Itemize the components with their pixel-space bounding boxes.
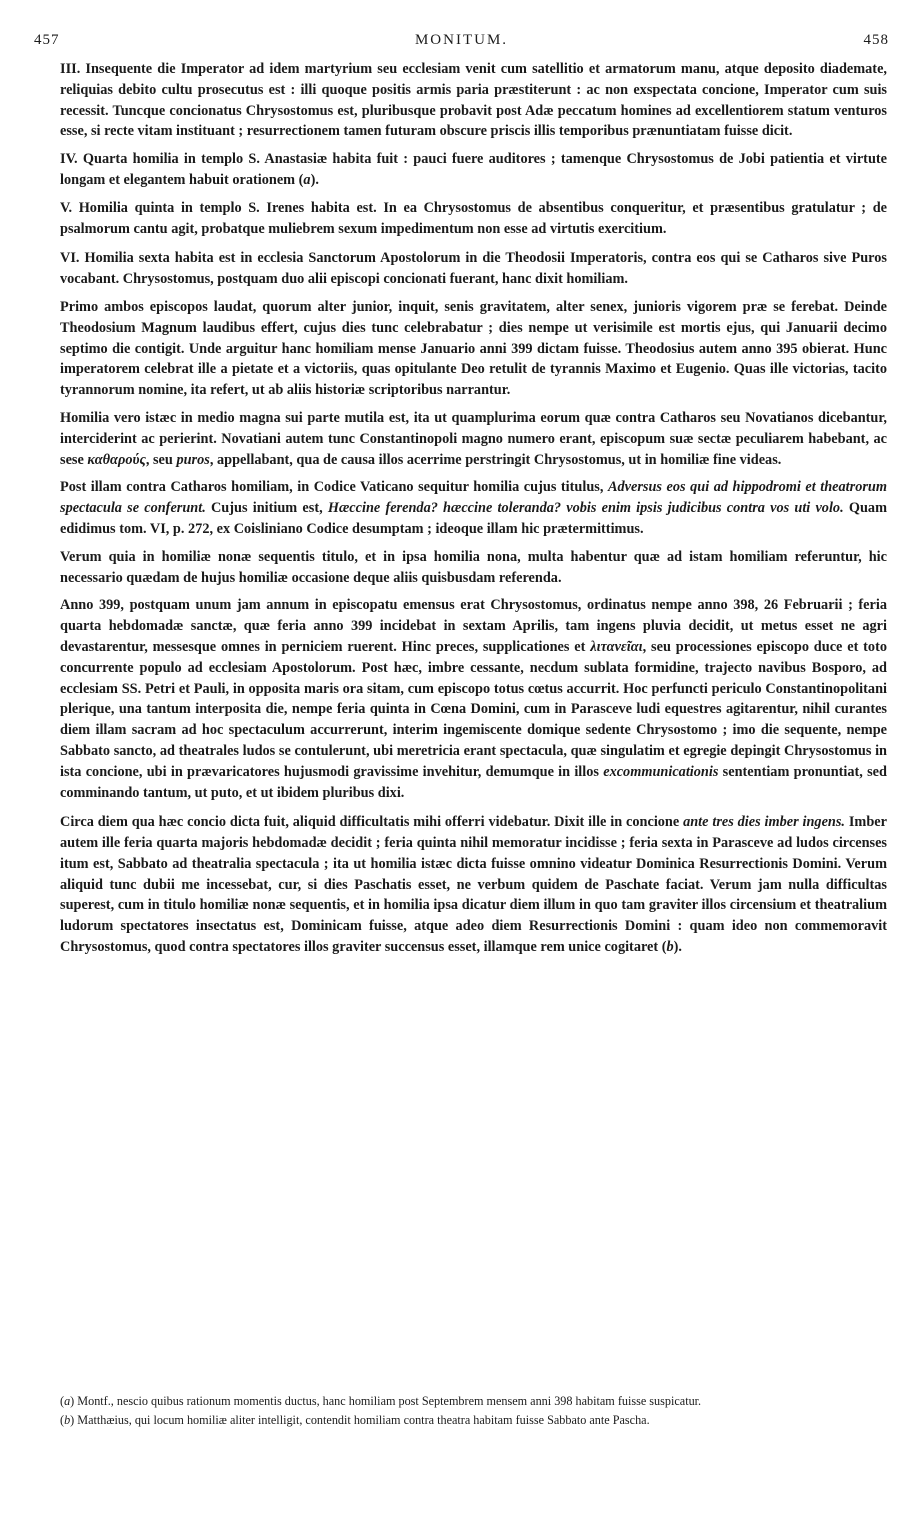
page-number-left: 457: [34, 32, 60, 48]
paragraph-segment: III. Insequente die Imperator ad idem martyrium seu ecclesiam venit cum satellitio et armatorum manu, atque deposito diademate, reliquias debito cultu prosecutus est : illi quoque positis armis paria præstiterunt : ac non exspectata concione, Imperator cum suis recessit. Tuncque concionatus Chrysostomus est, pluribusque probavit post Adæ peccatum homines ad excellentiorem statum venturos esse, si recte vitam instituant ; resurrectionem tamen futuram obscure priscis illis temporibus prænuntiatam fuisse dicit.: [60, 61, 887, 140]
paragraph-segment: καθαρούς: [87, 451, 146, 468]
paragraph-segment: sententiam pronuntiat, sed comminando tantum, ut puto, et ut ibidem pluribus dixi.: [60, 763, 887, 801]
paragraph: [60, 297, 887, 401]
paragraph-segment: puros: [176, 451, 210, 468]
paragraph: [60, 248, 887, 290]
paragraph: [60, 59, 887, 142]
paragraph-segment: , seu: [145, 451, 177, 468]
paragraph: [60, 149, 887, 191]
paragraph-segment: V. Homilia quinta in templo S. Irenes habita est. In ea Chrysostomus de absentibus conqueritur, et præsentibus gratulatur ; de psalmorum cantu agit, probatque muliebrem sexum impedimentum non esse ad virtutis exercitium.: [60, 199, 887, 237]
paragraph-segment: Quam edidimus tom. VI, p. 272, ex Coisliniano Codice desumptam ; ideoque illam hic prætermittimus.: [60, 500, 887, 537]
paragraph-segment: a: [303, 171, 311, 188]
paragraph-segment: Adversus eos qui ad hippodromi et theatrorum spectacula se conferunt.: [60, 479, 887, 517]
paragraph: [60, 477, 887, 539]
footnote: [60, 1393, 887, 1409]
paragraph-segment: Cujus initium est,: [205, 500, 328, 517]
paragraph: [60, 812, 887, 958]
paragraph: [60, 547, 887, 589]
paragraph-segment: ante tres dies imber ingens.: [683, 814, 846, 831]
running-header: [34, 32, 889, 52]
paragraph-segment: , seu processiones episcopo duce et toto concurrente populo ad ecclesiam Apostolorum. Post hæc, imbre cessante, necdum sublata formidine, trajecto navibus Bosporo, ad ecclesiam SS. Petri et Pauli, in opposita maris ora sitam, cum episcopo totus cœtus accurrit. Hoc perfuncti periculo Constantinopolitani plerique, una tantum interposita die, nempe feria quinta in Cœna Domini, cum in Parasceve ludi equestres agitarentur, nihil curantes diem illam sacram ad hoc spectaculum accurrerunt, interim ingemiscente domique sedente Chrysostomo ; imo die sequente, nempe Sabbato sancto, ad theatrales ludos se contulerunt, ubi meretricia erant spectacula, quæ singulatim et egregie depingit Chrysostomus in ista concione, ubi in prævaricatores hujusmodi gravissime invehitur, demumque in illos: [60, 638, 887, 780]
footnote-segment: (: [60, 1394, 65, 1408]
footnote-segment: b: [64, 1413, 71, 1427]
paragraph: [60, 198, 887, 240]
footnote: [60, 1412, 887, 1428]
footnote-segment: (: [60, 1413, 65, 1427]
paragraph-segment: excommunicationis: [603, 763, 719, 780]
footnote-segment: ) Montf., nescio quibus rationum momentis ductus, hanc homiliam post Septembrem mensem anni 398 habitam fuisse suspicatur.: [70, 1394, 702, 1408]
paragraph-segment: λιτανεῖαι: [590, 638, 643, 655]
paragraph-segment: Anno 399, postquam unum jam annum in episcopatu emensus erat Chrysostomus, ordinatus nempe anno 398, 26 Februarii ; feria quarta hebdomadæ sanctæ, quæ feria anno 399 incidebat in sextam Aprilis, tam ingens pluvia decidit, ut metus esset ne agri devastarentur, messesque omnes in perniciem ruerent. Hinc preces, supplicationes et: [60, 597, 887, 655]
footnote-segment: a: [64, 1394, 71, 1408]
paragraph-segment: Primo ambos episcopos laudat, quorum alter junior, inquit, senis gravitatem, alter senex, junioris vigorem præ se ferebat. Deinde Theodosium Magnum laudibus effert, cujus dies tunc celebrabatur ; dies nempe ut verisimile est mortis ejus, qui Januarii decimo septimo die contigit. Unde arguitur hanc homiliam mense Januario anni 399 dictam fuisse. Theodosius autem anno 395 obierat. Hunc imperatorem celebrat ille a pietate et a victoriis, quas opitulante Deo retulit de tyrannis Maximo et Eugenio. Quas ille victorias, tacito tyrannorum nomine, ita refert, ut ab aliis historiæ scriptoribus narrantur.: [60, 298, 887, 399]
paragraph-segment: ).: [673, 939, 683, 956]
paragraph-segment: ).: [310, 171, 319, 188]
running-title: MONITUM.: [414, 32, 509, 48]
paragraph-segment: b: [666, 939, 674, 956]
paragraph-segment: Homilia vero istæc in medio magna sui parte mutila est, ita ut quamplurima eorum quæ contra Catharos seu Novatianos dicebantur, interciderint ac perierint. Novatiani autem tunc Constantinopoli magno numero erant, episcopum suæ sectæ peculiarem habebant, ac sese: [60, 409, 887, 468]
paragraph-segment: Imber autem ille feria quarta majoris hebdomadæ decidit ; feria quinta nihil memoratur incidisse ; feria sexta in Parasceve ad ludos circenses itum est, Sabbato ad theatralia spectacula ; ita ut homilia istæc dicta fuisse omnino videatur Dominica Resurrectionis Domini. Verum aliquid tunc dubii me incessebat, cur, si dies Paschatis esset, ne verbum quidem de Paschate faciat. Verum jam nulla difficultas superest, cum in titulo homiliæ nonæ sequentis, et in homilia ipsa dicatur diem illum in quo tam graviter illos circensium et theatralium ludorum spectatores insectatus est, Dominicam fuisse, atque adeo diem Resurrectionis Domini : quam ideo non commemoravit Chrysostomus, quod contra spectatores illos graviter succensus esset, illamque rem unice cogitaret (: [60, 814, 887, 956]
page-number-right: 458: [863, 32, 889, 48]
paragraph-segment: VI. Homilia sexta habita est in ecclesia Sanctorum Apostolorum in die Theodosii Imperatoris, contra eos qui se Catharos sive Puros vocabant. Chrysostomus, postquam duo alii episcopi concionati fuerant, hanc dixit homiliam.: [60, 250, 887, 288]
paragraph: [60, 408, 887, 470]
paragraph: [60, 595, 887, 803]
footnote-segment: ) Matthæius, qui locum homiliæ aliter intelligit, contendit homiliam contra theatra habitam fuisse Sabbato ante Pascha.: [70, 1413, 650, 1427]
paragraph-segment: Circa diem qua hæc concio dicta fuit, aliquid difficultatis mihi offerri videbatur. Dixit ille in concione: [60, 814, 684, 831]
paragraph-segment: Hæccine ferenda? hæccine toleranda? vobis enim ipsis judicibus contra vos uti volo.: [327, 500, 844, 517]
footnotes: [60, 1393, 887, 1431]
paragraph-segment: , appellabant, qua de causa illos acerrime perstringit Chrysostomus, ut in homiliæ fine videas.: [209, 451, 782, 468]
paragraph-segment: Verum quia in homiliæ nonæ sequentis titulo, et in ipsa homilia nona, multa habentur quæ ad istam homiliam referuntur, hic necessario quædam de hujus homiliæ occasione deque aliis quisbusdam referenda.: [60, 548, 887, 586]
paragraph-segment: Post illam contra Catharos homiliam, in Codice Vaticano sequitur homilia cujus titulus,: [60, 479, 608, 496]
paragraph-segment: IV. Quarta homilia in templo S. Anastasiæ habita fuit : pauci fuere auditores ; tamenque Chrysostomus de Jobi patientia et virtute longam et elegantem habuit orationem (: [60, 151, 887, 188]
main-text: [60, 59, 887, 958]
